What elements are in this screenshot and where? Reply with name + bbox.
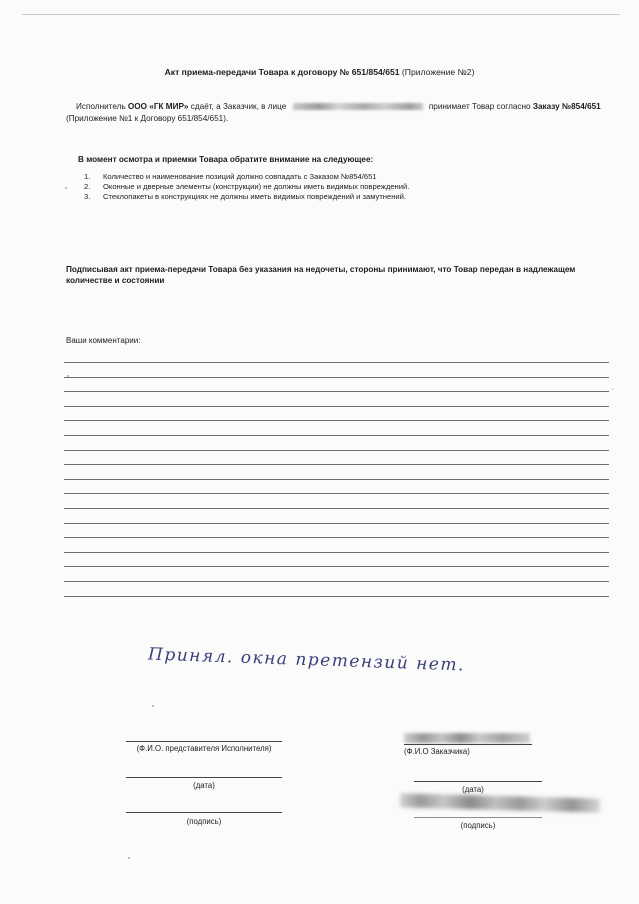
list-item-text: Оконные и дверные элементы (конструкции) не должны иметь видимых повреждений.	[103, 182, 410, 191]
comment-line	[64, 377, 609, 378]
comment-line	[64, 435, 609, 436]
comment-line	[64, 450, 609, 451]
comment-line	[64, 406, 609, 407]
comment-line	[64, 493, 609, 494]
comment-line	[64, 596, 609, 597]
scan-speck	[128, 857, 130, 859]
scan-speck	[65, 187, 67, 189]
comment-lines	[64, 362, 609, 610]
intro-text-3: принимает Товар согласно	[428, 102, 531, 111]
customer-date-caption: (дата)	[462, 785, 484, 794]
comment-line	[64, 581, 609, 582]
customer-signature-caption: (подпись)	[460, 821, 496, 830]
scan-speck	[67, 375, 69, 377]
intro-text-1: Исполнитель	[76, 102, 126, 111]
list-item	[84, 172, 409, 182]
intro-order: Заказу №854/651	[532, 102, 601, 111]
handwritten-comment: Принял. окна претензий нет.	[147, 644, 466, 676]
list-item-number: 1.	[84, 172, 91, 181]
list-item-text: Количество и наименование позиций должно совпадать с Заказом №854/651	[103, 172, 377, 181]
comment-line	[64, 566, 609, 567]
document-title-appendix: (Приложение №2)	[401, 67, 475, 77]
document-title-main: Акт приема-передачи Товара к договору № 651/854/651	[164, 67, 400, 77]
inspection-checklist	[84, 172, 409, 202]
comment-line	[64, 508, 609, 509]
comment-line	[64, 537, 609, 538]
comment-line	[64, 420, 609, 421]
comments-label: Ваши комментарии:	[66, 336, 141, 345]
executor-name-line	[126, 741, 282, 742]
customer-name-caption: (Ф.И.О Заказчика)	[404, 747, 470, 756]
customer-date-line	[414, 781, 542, 782]
comment-line	[64, 479, 609, 480]
intro-company: ООО «ГК МИР»	[127, 102, 189, 111]
comment-line	[64, 391, 609, 392]
customer-signature-line	[414, 817, 542, 818]
comment-line	[64, 362, 609, 363]
executor-name-caption: (Ф.И.О. представителя Исполнителя)	[136, 744, 272, 753]
redacted-customer-signature	[400, 793, 600, 812]
page-top-border	[22, 14, 620, 15]
intro-text-4: (Приложение №1 к Договору 651/854/651).	[66, 114, 229, 123]
list-item-number: 3.	[84, 192, 91, 201]
executor-signature-line	[126, 812, 282, 813]
scan-speck	[152, 705, 154, 707]
list-item-text: Стеклопакеты в конструкциях не должны иметь видимых повреждений и замутнений.	[103, 192, 407, 201]
signing-notice: Подписывая акт приема-передачи Товара без указания на недочеты, стороны принимают, что Товар передан в надлежащем количестве и состоянии	[66, 265, 576, 285]
scan-speck	[612, 388, 614, 390]
executor-date-caption: (дата)	[193, 781, 215, 790]
intro-text-2: сдаёт, а Заказчик, в лице	[190, 102, 287, 111]
comment-line	[64, 523, 609, 524]
comment-line	[64, 464, 609, 465]
redacted-customer-name	[293, 103, 423, 110]
redacted-customer-fio	[404, 733, 530, 743]
list-item	[84, 192, 409, 202]
list-item	[84, 182, 409, 192]
list-item-number: 2.	[84, 182, 91, 191]
intro-paragraph	[66, 101, 616, 125]
attention-heading: В момент осмотра и приемки Товара обратите внимание на следующее:	[78, 155, 374, 164]
executor-date-line	[126, 777, 282, 778]
comment-line	[64, 552, 609, 553]
customer-name-line	[404, 744, 532, 745]
executor-signature-caption: (подпись)	[186, 817, 222, 826]
document-title	[0, 67, 639, 77]
